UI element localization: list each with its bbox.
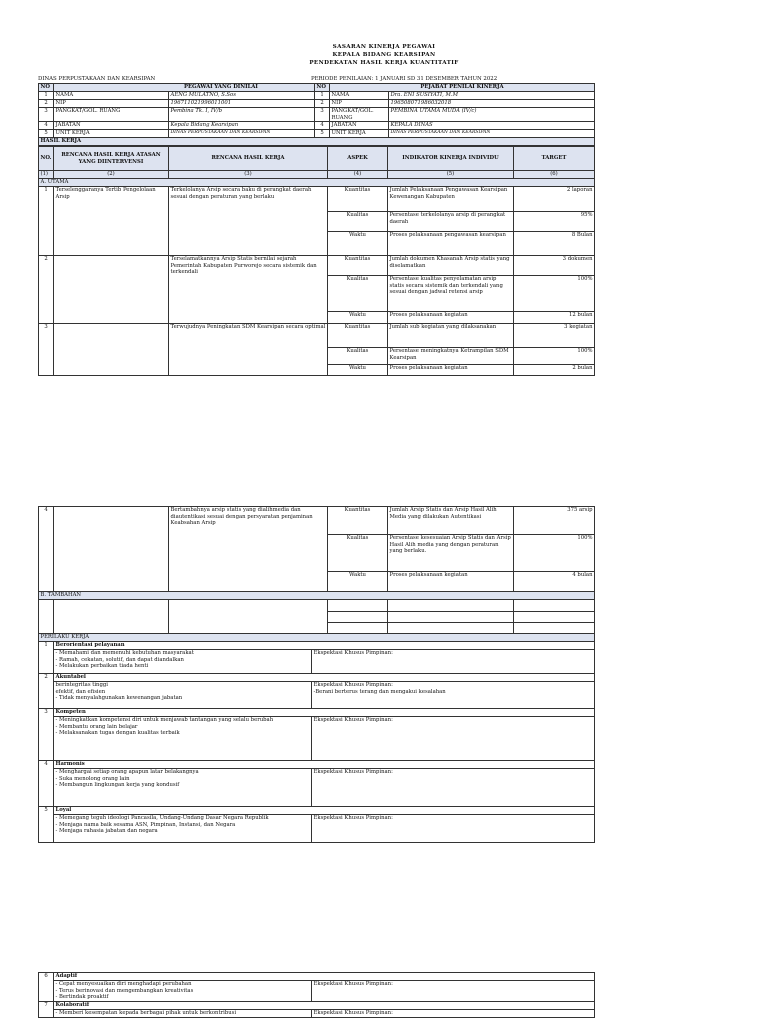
behavior-point: - Menjaga nama baik sesama ASN, Pimpinan, Instansi, dan Negara (55, 821, 236, 828)
identity-row-no: 5 (315, 130, 330, 138)
empty-cell (328, 600, 388, 612)
identity-label: UNIT KERJA (330, 130, 389, 138)
behavior-point: - Menjaga rahasia jabatan dan negara (55, 828, 158, 835)
behavior-point: berintegritas tinggi (55, 682, 108, 688)
col-number: (4) (328, 171, 388, 179)
col-no: NO. (39, 147, 54, 171)
identity-row-no: 4 (39, 122, 54, 130)
identity-row-no: 5 (39, 130, 54, 138)
item-no: 1 (39, 187, 54, 256)
target-cell: 2 laporan (514, 187, 595, 212)
iki-cell: Proses pelaksanaan kegiatan (388, 365, 514, 376)
behavior-no: 5 (39, 807, 54, 843)
iki-cell: Proses pelaksanaan kegiatan (388, 572, 514, 592)
target-cell: 100% (514, 276, 595, 312)
section-perilaku-kerja: PERILAKU KERJA (39, 634, 595, 642)
aspek-cell: Kualitas (328, 348, 388, 365)
appraisee-name: AENG MULATNO, S.Sos (169, 92, 315, 100)
target-cell: 375 arsip (514, 507, 595, 535)
item-rhk: Terwujudnya Peningkatan SDM Kearsipan secara optimal (169, 324, 328, 376)
target-cell: 8 Bulan (514, 232, 595, 256)
leader-expectation: Ekspektasi Khusus Pimpinan: (312, 981, 595, 1002)
empty-cell (39, 600, 54, 634)
appraisee-nip: 196711021996011001 (169, 100, 315, 108)
target-cell: 2 bulan (514, 365, 595, 376)
aspek-cell: Waktu (328, 572, 388, 592)
behavior-point: - Membangun lingkungan kerja yang kondusif (55, 782, 180, 789)
iki-cell: Proses pelaksanaan kegiatan (388, 312, 514, 324)
empty-cell (514, 612, 595, 623)
behavior-point: - Membantu orang lain belajar (55, 723, 138, 730)
col-rhk: RENCANA HASIL KERJA (169, 147, 328, 171)
leader-expectation-cell (312, 682, 595, 709)
item-no: 4 (39, 507, 54, 592)
behavior-title: Adaptif (54, 973, 595, 981)
iki-cell: Proses pelaksanaan pengawasan kearsipan (388, 232, 514, 256)
hasil-kerja-table-cont (38, 506, 595, 634)
identity-label: NAMA (330, 92, 389, 100)
behavior-point: - Menghargai setiap orang apapun latar belakangnya (55, 769, 199, 775)
identity-row-no: 3 (39, 108, 54, 122)
behavior-point: - Memahami dan memenuhi kebutuhan masyarakat (55, 650, 194, 656)
aspek-cell: Kuantitas (328, 256, 388, 276)
empty-cell (514, 600, 595, 612)
perilaku-kerja-table-cont (38, 972, 595, 1018)
behavior-no: 3 (39, 709, 54, 761)
behavior-point: - Melakukan perbaikan tiada henti (55, 663, 149, 670)
section-tambahan: B. TAMBAHAN (39, 592, 595, 600)
iki-cell: Persentase kualitas penyelamatan arsip statis secara sistemik dan terkendali yang sesuai dengan jadwal retensi arsip (388, 276, 514, 312)
item-rhk-atasan (54, 507, 169, 592)
behavior-title: Harmonis (54, 761, 595, 769)
target-cell: 3 kegiatan (514, 324, 595, 348)
empty-cell (388, 623, 514, 634)
behavior-title: Akuntabel (54, 674, 595, 682)
identity-label: PANGKAT/GOL. RUANG (54, 108, 169, 122)
empty-cell (388, 600, 514, 612)
target-cell: 100% (514, 535, 595, 572)
behavior-title: Loyal (54, 807, 595, 815)
behavior-no: 2 (39, 674, 54, 709)
leader-expectation-note: -Berani berterus terang dan mengakui kesalahan (313, 688, 446, 695)
behavior-point: - Tidak menyalahgunakan kewenangan jabatan (55, 695, 183, 702)
iki-cell: Persentase kesesuaian Arsip Statis dan Arsip Hasil Alih media yang dengan peraturan yang berlaku. (388, 535, 514, 572)
empty-cell (54, 600, 169, 634)
identity-row-no: 1 (39, 92, 54, 100)
behavior-point: - Cepat menyesuaikan diri menghadapi perubahan (55, 981, 192, 987)
item-rhk: Bertambahnya arsip statis yang dialihmedia dan diautentikasi sesuai dengan persyaratan penjaminan Keabsahan Arsip (169, 507, 328, 592)
identity-row-no: 3 (315, 108, 330, 122)
identity-label: NIP (54, 100, 169, 108)
appraiser-rank: PEMBINA UTAMA MUDA (IV/c) (389, 108, 595, 122)
appraiser-header: PEJABAT PENILAI KINERJA (330, 84, 595, 92)
aspek-cell: Waktu (328, 312, 388, 324)
behavior-points (54, 815, 312, 843)
behavior-point: - Meningkatkan kompetensi diri untuk menjawab tantangan yang selalu berubah (55, 717, 274, 723)
col-aspek: ASPEK (328, 147, 388, 171)
item-rhk: Terkelolanya Arsip secara baku di perangkat daerah sesuai dengan peraturan yang berlaku (169, 187, 328, 256)
perilaku-kerja-table (38, 633, 595, 843)
identity-no-header: NO (39, 84, 54, 92)
target-cell: 4 bulan (514, 572, 595, 592)
leader-expectation: Ekspektasi Khusus Pimpinan: (313, 682, 393, 688)
behavior-no: 4 (39, 761, 54, 807)
iki-cell: Persentase terkelolanya arsip di perangkat daerah (388, 212, 514, 232)
empty-cell (169, 600, 328, 634)
leader-expectation: Ekspektasi Khusus Pimpinan: (312, 650, 595, 674)
col-rhk-atasan: RENCANA HASIL KERJA ATASAN YANG DIINTERVENSI (54, 147, 169, 171)
hasil-kerja-table (38, 146, 595, 376)
iki-cell: Jumlah Arsip Statis dan Arsip Hasil Alih Media yang dilakukan Autentikasi (388, 507, 514, 535)
period-label: PERIODE PENILAIAN: 1 JANUARI SD 31 DESEMBER TAHUN 2022 (311, 76, 498, 82)
behavior-no: 1 (39, 642, 54, 674)
behavior-no: 7 (39, 1002, 54, 1018)
col-number: (6) (514, 171, 595, 179)
item-rhk: Terselamatkannya Arsip Statis bernilai sejarah Pemerintah Kabupaten Purworejo secara sistemik dan terkendali (169, 256, 328, 324)
behavior-points (54, 769, 312, 807)
behavior-points (54, 650, 312, 674)
target-cell: 3 dokumen (514, 256, 595, 276)
doc-subtitle-2: PENDEKATAN HASIL KERJA KUANTITATIF (309, 60, 459, 66)
behavior-point: efektif, dan efisien (55, 688, 106, 695)
behavior-no: 6 (39, 973, 54, 1002)
iki-cell: Persentase meningkatnya Ketrampilan SDM Kearsipan (388, 348, 514, 365)
aspek-cell: Waktu (328, 365, 388, 376)
aspek-cell: Kualitas (328, 212, 388, 232)
behavior-point: - Ramah, cekatan, solutif, dan dapat diandalkan (55, 656, 184, 663)
identity-label: NIP (330, 100, 389, 108)
agency-name: DINAS PERPUSTAKAAN DAN KEARSIPAN (38, 76, 156, 82)
appraiser-name: Dra. ENI SUSIYATI, M.M (389, 92, 595, 100)
identity-no-header-2: NO (315, 84, 330, 92)
identity-row-no: 2 (39, 100, 54, 108)
col-number: (5) (388, 171, 514, 179)
col-target: TARGET (514, 147, 595, 171)
item-no: 3 (39, 324, 54, 376)
skp-table-part1 (38, 83, 595, 146)
identity-row-no: 1 (315, 92, 330, 100)
iki-cell: Jumlah dokumen Khasanah Arsip statis yang diselamatkan (388, 256, 514, 276)
behavior-points (54, 981, 312, 1002)
section-utama: A. UTAMA (39, 179, 595, 187)
identity-row-no: 4 (315, 122, 330, 130)
aspek-cell: Kualitas (328, 535, 388, 572)
section-hasil-kerja: HASIL KERJA (39, 138, 595, 146)
aspek-cell: Kuantitas (328, 507, 388, 535)
aspek-cell: Kuantitas (328, 187, 388, 212)
item-rhk-atasan: Terselenggaranya Tertib Pengelolaan Arsip (54, 187, 169, 256)
identity-label: NAMA (54, 92, 169, 100)
doc-subtitle: KEPALA BIDANG KEARSIPAN (332, 52, 436, 58)
aspek-cell: Kualitas (328, 276, 388, 312)
item-rhk-atasan (54, 324, 169, 376)
behavior-title: Kompeten (54, 709, 595, 717)
target-cell: 100% (514, 348, 595, 365)
appraisee-position: Kepala Bidang Kearsipan (169, 122, 315, 130)
appraiser-nip: 196508071986032018 (389, 100, 595, 108)
leader-expectation: Ekspektasi Khusus Pimpinan: (312, 717, 595, 761)
aspek-cell: Waktu (328, 232, 388, 256)
empty-cell (328, 623, 388, 634)
appraisee-header: PEGAWAI YANG DINILAI (54, 84, 315, 92)
leader-expectation: Ekspektasi Khusus Pimpinan: (312, 769, 595, 807)
empty-cell (328, 612, 388, 623)
behavior-point: - Melaksanakan tugas dengan kualitas terbaik (55, 730, 180, 737)
doc-title: SASARAN KINERJA PEGAWAI (332, 44, 436, 50)
col-number: (3) (169, 171, 328, 179)
empty-cell (388, 612, 514, 623)
empty-cell (514, 623, 595, 634)
target-cell: 12 bulan (514, 312, 595, 324)
behavior-title: Berorientasi pelayanan (54, 642, 595, 650)
identity-label: UNIT KERJA (54, 130, 169, 138)
leader-expectation: Ekspektasi Khusus Pimpinan: (312, 1010, 595, 1018)
appraiser-position: KEPALA DINAS (389, 122, 595, 130)
identity-label: JABATAN (330, 122, 389, 130)
iki-cell: Jumlah sub kegiatan yang dilaksanakan (388, 324, 514, 348)
aspek-cell: Kuantitas (328, 324, 388, 348)
col-number: (1) (39, 171, 54, 179)
identity-row-no: 2 (315, 100, 330, 108)
appraisee-unit: DINAS PERPUSTAKAAN DAN KEARSIPAN (169, 130, 315, 138)
identity-label: JABATAN (54, 122, 169, 130)
behavior-point: - Bertindak proaktif (55, 994, 109, 1001)
behavior-point: - Terus berinovasi dan mengembangkan kreativitas (55, 987, 194, 994)
behavior-points (54, 682, 312, 709)
leader-expectation: Ekspektasi Khusus Pimpinan: (312, 815, 595, 843)
appraisee-rank: Pembina Tk. I, IV/b (169, 108, 315, 122)
behavior-point: - Memegang teguh ideologi Pancasila, Undang-Undang Dasar Negara Republik (55, 815, 269, 821)
behavior-point: - Memberi kesempatan kepada berbagai pihak untuk berkontribusi (54, 1010, 312, 1018)
iki-cell: Jumlah Pelaksanaan Pengawasan Kearsipan Kewenangan Kabupaten (388, 187, 514, 212)
item-no: 2 (39, 256, 54, 324)
behavior-points (54, 717, 312, 761)
col-number: (2) (54, 171, 169, 179)
item-rhk-atasan (54, 256, 169, 324)
target-cell: 95% (514, 212, 595, 232)
behavior-point: - Suka menolong orang lain (55, 775, 130, 782)
behavior-title: Kolaboratif (54, 1002, 595, 1010)
col-iki: INDIKATOR KINERJA INDIVIDU (388, 147, 514, 171)
appraiser-unit: DINAS PERPUSTAKAAN DAN KEARSIPAN (389, 130, 595, 138)
identity-label: PANGKAT/GOL. RUANG (330, 108, 389, 122)
